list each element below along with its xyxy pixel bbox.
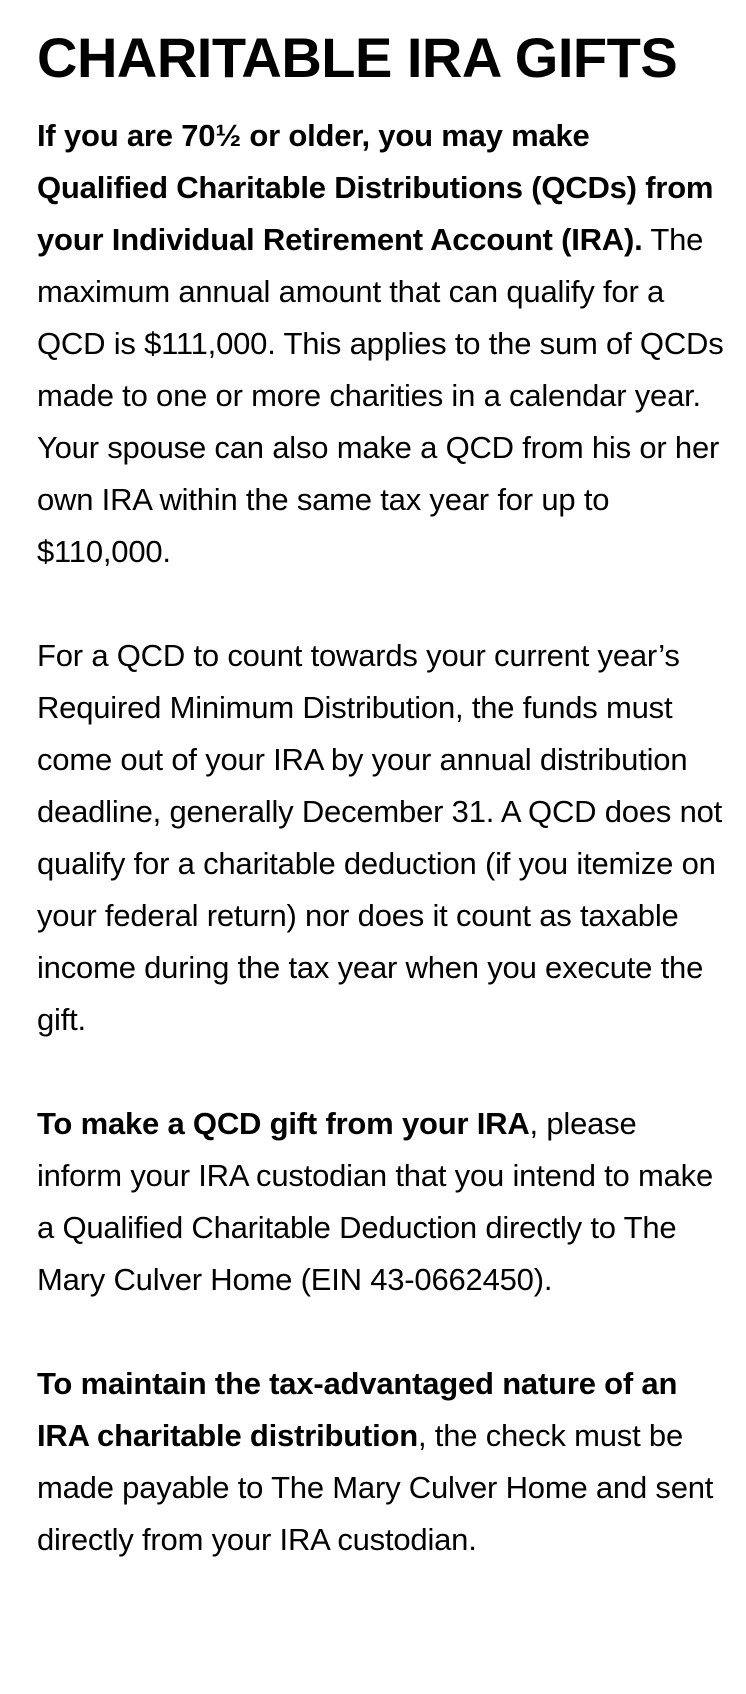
paragraph-body: For a QCD to count towards your current year’s Required Minimum Distribution, the funds must come out of your IRA by your annual distribution deadline, generally December 31. A QCD does not qualify for a charitable deduction (if you itemize on your federal return) nor does it count as taxable income during the tax year when you execute the gift. <box>37 638 723 1037</box>
page-title: CHARITABLE IRA GIFTS <box>37 26 678 89</box>
paragraph-lead: To maintain the tax-advantaged nature of an IRA charitable distribution <box>37 1366 678 1453</box>
paragraph-lead: If you are 70½ or older, you may make Qualified Charitable Distributions (QCDs) from your Individual Retirement Account (IRA). <box>37 118 714 257</box>
paragraph-body: The maximum annual amount that can qualify for a QCD is $111,000. This applies to the sum of QCDs made to one or more charities in a calendar year. Your spouse can also make a QCD from his or her own IRA within the same tax year for up to $110,000. <box>37 222 724 569</box>
paragraph-body: , please inform your IRA custodian that you intend to make a Qualified Charitable Deduction directly to The Mary Culver Home (EIN 43-0662450). <box>37 1106 714 1297</box>
paragraph-rmd-deadline <box>37 630 728 1046</box>
paragraph-qcd-eligibility <box>37 110 728 578</box>
paragraph-how-to-give <box>37 1098 728 1306</box>
paragraph-body: , the check must be made payable to The Mary Culver Home and sent directly from your IRA custodian. <box>37 1418 714 1557</box>
paragraph-lead: To make a QCD gift from your IRA <box>37 1106 530 1141</box>
paragraph-check-instructions <box>37 1358 728 1566</box>
